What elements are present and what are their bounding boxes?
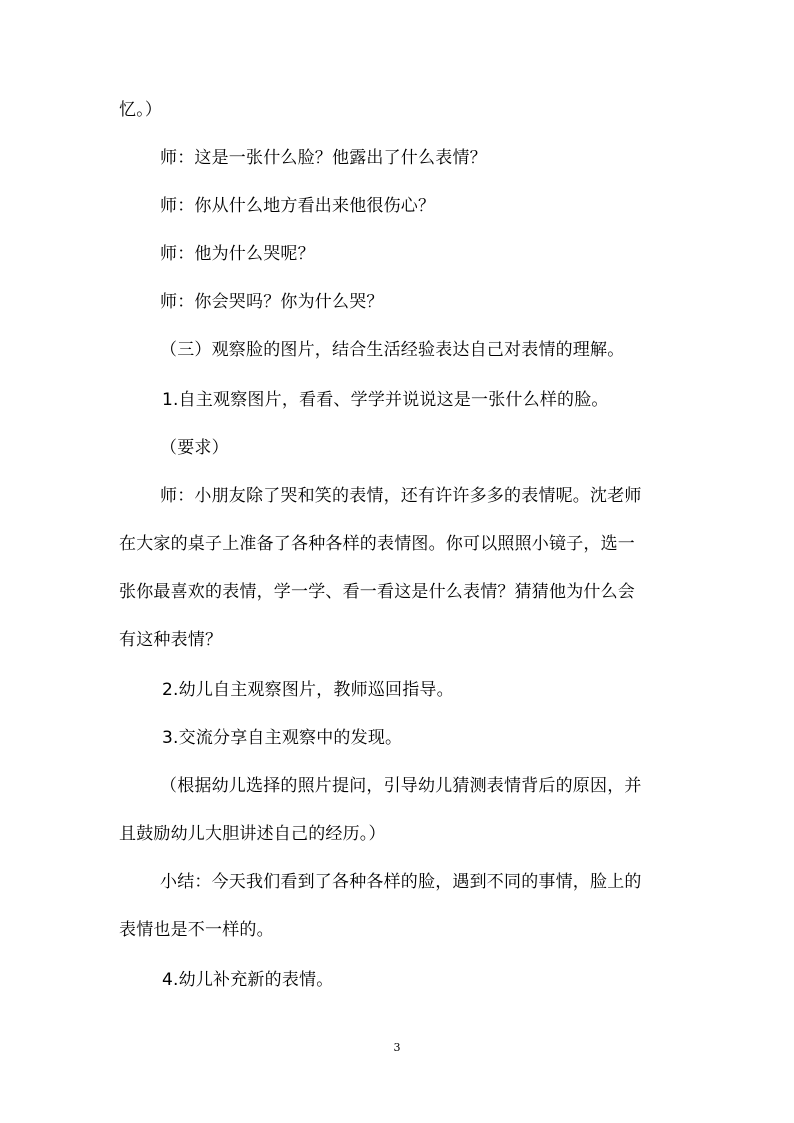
page-number: 3 xyxy=(393,1041,401,1054)
list-item: 3.交流分享自主观察中的发现。 xyxy=(162,728,403,748)
list-item: 4.幼儿补充新的表情。 xyxy=(162,970,334,990)
paragraph-line: 师：小朋友除了哭和笑的表情，还有许许多多的表情呢。沈老师 xyxy=(160,486,642,506)
paragraph-line: 小结：今天我们看到了各种各样的脸，遇到不同的事情，脸上的 xyxy=(160,872,642,892)
section-heading: （三）观察脸的图片，结合生活经验表达自己对表情的理解。 xyxy=(160,340,625,360)
paragraph-line: 表情也是不一样的。 xyxy=(119,920,274,940)
text-line: 师：你会哭吗？你为什么哭？ xyxy=(160,292,384,312)
paragraph-line: （根据幼儿选择的照片提问，引导幼儿猜测表情背后的原因，并 xyxy=(160,776,642,796)
list-item: 2.幼儿自主观察图片，教师巡回指导。 xyxy=(162,680,454,700)
text-line: 师：你从什么地方看出来他很伤心？ xyxy=(160,196,436,216)
text-line: 忆。） xyxy=(119,100,163,120)
paragraph-line: 有这种表情？ xyxy=(119,630,223,650)
paragraph-line: 且鼓励幼儿大胆讲述自己的经历。） xyxy=(119,824,386,844)
list-item: 1.自主观察图片，看看、学学并说说这是一张什么样的脸。 xyxy=(162,390,609,410)
text-line: （要求） xyxy=(160,438,229,458)
text-line: 师：他为什么哭呢？ xyxy=(160,244,315,264)
paragraph-line: 在大家的桌子上准备了各种各样的表情图。你可以照照小镜子，选一 xyxy=(119,534,635,554)
text-line: 师：这是一张什么脸？他露出了什么表情？ xyxy=(160,148,487,168)
paragraph-line: 张你最喜欢的表情，学一学、看一看这是什么表情？猜猜他为什么会 xyxy=(119,582,635,602)
